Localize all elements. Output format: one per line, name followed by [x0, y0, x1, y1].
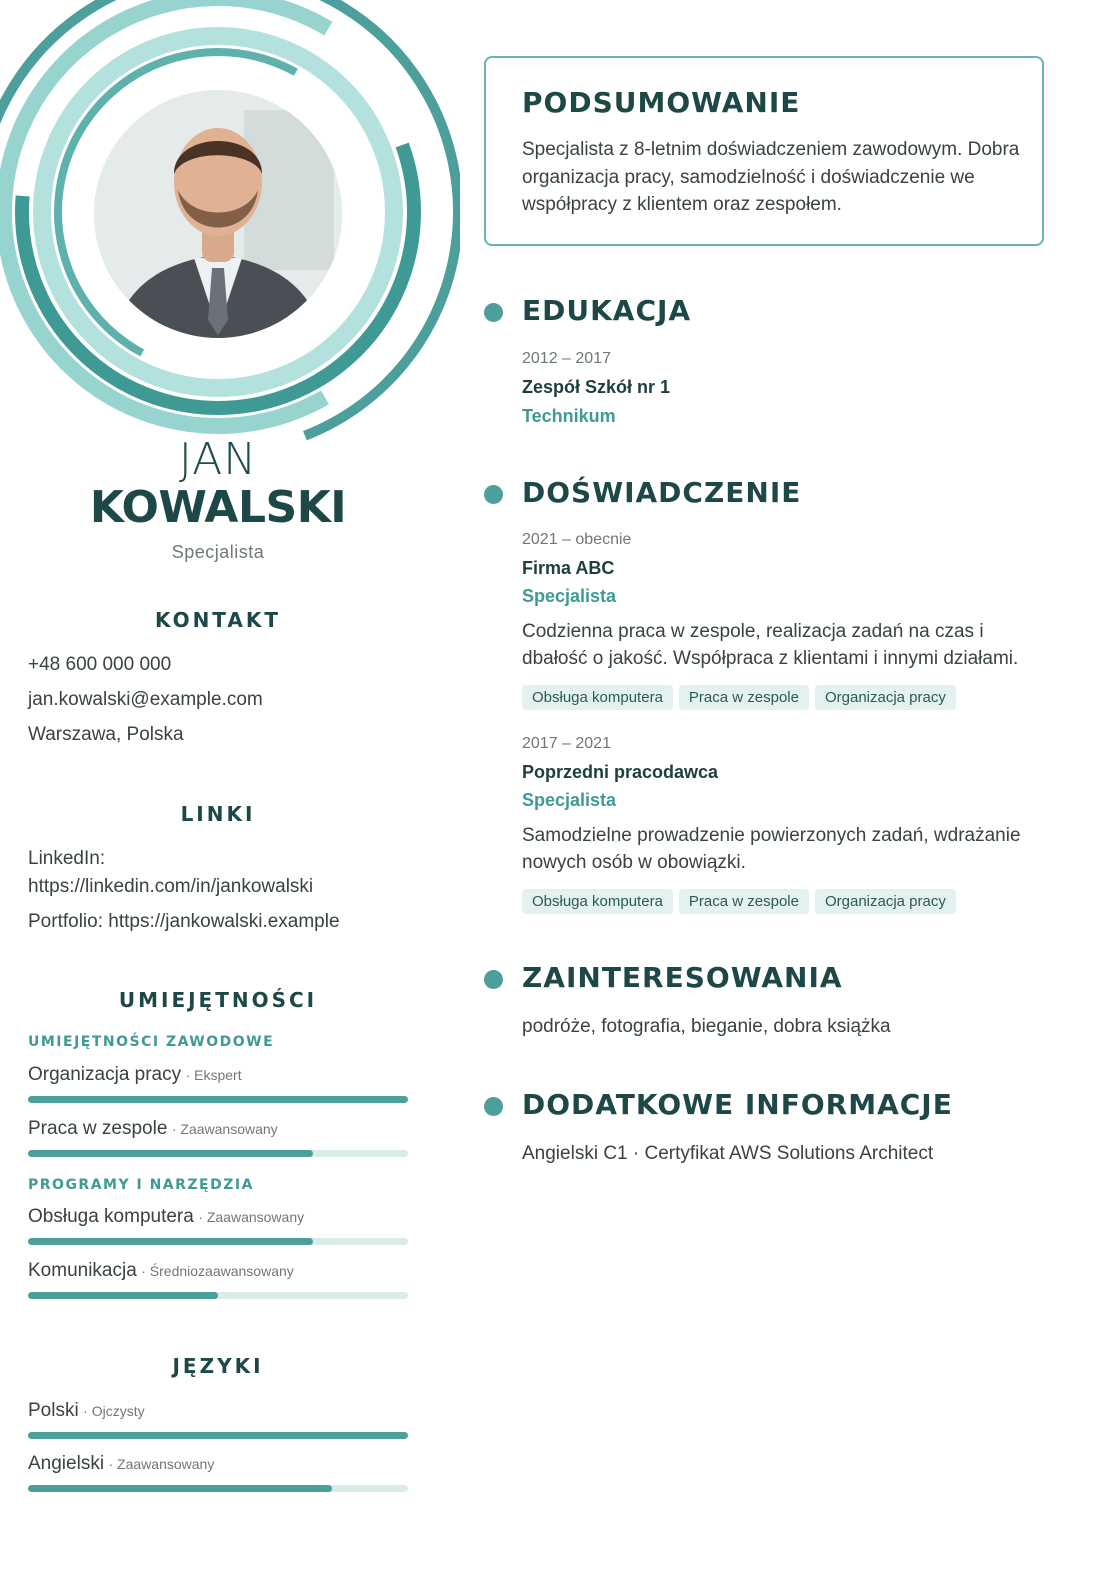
job-title: Specjalista — [171, 542, 265, 562]
sidebar — [0, 0, 440, 1584]
education-heading: EDUKACJA — [522, 294, 692, 327]
tag: Praca w zespole — [679, 889, 809, 914]
first-name: JAN — [178, 434, 258, 485]
contact-heading: KONTAKT — [154, 608, 282, 632]
tag: Obsługa komputera — [522, 889, 673, 914]
section-bullet-icon — [484, 1097, 503, 1116]
additional-text: Angielski C1 · Certyfikat AWS Solutions Architect — [522, 1143, 934, 1164]
section-bullet-icon — [484, 970, 503, 989]
contact-email[interactable]: jan.kowalski@example.com — [28, 689, 263, 710]
skill-item — [28, 1206, 408, 1228]
skills-heading: UMIEJĘTNOŚCI — [118, 988, 318, 1012]
skill-level: · Zaawansowany — [171, 1121, 278, 1137]
experience-heading: DOŚWIADCZENIE — [522, 476, 802, 509]
skill-item — [28, 1118, 408, 1140]
job-tags — [522, 685, 956, 710]
education-date: 2012 – 2017 — [522, 350, 611, 367]
skill-name: Komunikacja — [28, 1260, 137, 1281]
job-company: Firma ABC — [522, 558, 615, 578]
language-name: Angielski — [28, 1453, 105, 1474]
skill-bar — [28, 1292, 408, 1299]
skill-name: Organizacja pracy — [28, 1064, 182, 1085]
language-item — [28, 1453, 408, 1475]
contact-location: Warszawa, Polska — [28, 724, 184, 745]
tag: Praca w zespole — [679, 685, 809, 710]
skill-item — [28, 1064, 408, 1086]
section-bullet-icon — [484, 485, 503, 504]
skill-name: Praca w zespole — [28, 1118, 168, 1139]
skill-bar-fill — [28, 1150, 313, 1157]
education-type: Technikum — [522, 406, 616, 426]
job-company: Poprzedni pracodawca — [522, 762, 719, 782]
profile-photo — [94, 90, 342, 338]
language-bar-fill — [28, 1432, 408, 1439]
job-role: Specjalista — [522, 790, 617, 810]
tag: Organizacja pracy — [815, 889, 956, 914]
summary-box — [484, 56, 1044, 246]
job-tags — [522, 889, 956, 914]
job-date: 2017 – 2021 — [522, 735, 611, 752]
section-bullet-icon — [484, 303, 503, 322]
portfolio-link[interactable]: Portfolio: https://jankowalski.example — [28, 911, 340, 932]
skill-bar-fill — [28, 1096, 408, 1103]
job-role: Specjalista — [522, 586, 617, 606]
job-description: Codzienna praca w zespole, realizacja zadań na czas i dbałość o jakość. Współpraca z klientami i innymi działami. — [522, 621, 1019, 669]
interests-text: podróże, fotografia, bieganie, dobra książka — [522, 1016, 891, 1037]
linkedin-link[interactable]: https://linkedin.com/in/jankowalski — [28, 876, 314, 897]
skill-bar — [28, 1096, 408, 1103]
last-name: KOWALSKI — [89, 482, 347, 533]
skills-group-title: UMIEJĘTNOŚCI ZAWODOWE — [28, 1034, 275, 1050]
job-description: Samodzielne prowadzenie powierzonych zadań, wdrażanie nowych osób w obowiązki. — [522, 825, 1021, 873]
linkedin-label: LinkedIn: — [28, 848, 106, 869]
contact-phone[interactable]: +48 600 000 000 — [28, 654, 172, 675]
education-school: Zespół Szkół nr 1 — [522, 377, 671, 397]
language-bar-fill — [28, 1485, 332, 1492]
skill-bar — [28, 1150, 408, 1157]
skill-level: · Zaawansowany — [198, 1209, 305, 1225]
skill-bar-fill — [28, 1238, 313, 1245]
skill-name: Obsługa komputera — [28, 1206, 194, 1227]
languages-heading: JĘZYKI — [172, 1354, 264, 1378]
additional-heading: DODATKOWE INFORMACJE — [522, 1088, 953, 1121]
person-icon — [94, 90, 342, 338]
main-content — [484, 0, 1064, 1584]
language-bar — [28, 1485, 408, 1492]
skill-bar-fill — [28, 1292, 218, 1299]
summary-heading: PODSUMOWANIE — [522, 86, 801, 119]
tag: Organizacja pracy — [815, 685, 956, 710]
language-item — [28, 1400, 408, 1422]
skill-bar — [28, 1238, 408, 1245]
language-bar — [28, 1432, 408, 1439]
tag: Obsługa komputera — [522, 685, 673, 710]
skill-level: · Średniozaawansowany — [141, 1263, 294, 1279]
language-level: · Zaawansowany — [108, 1456, 215, 1472]
skill-item — [28, 1260, 408, 1282]
interests-heading: ZAINTERESOWANIA — [522, 961, 843, 994]
language-name: Polski — [28, 1400, 79, 1421]
summary-text: Specjalista z 8-letnim doświadczeniem zawodowym. Dobra organizacja pracy, samodzielność i doświadczenie we współpracy z klientem oraz zespołem. — [522, 139, 1020, 215]
skill-level: · Ekspert — [185, 1067, 242, 1083]
language-level: · Ojczysty — [83, 1403, 145, 1419]
skills-group-title: PROGRAMY I NARZĘDZIA — [28, 1177, 254, 1193]
links-heading: LINKI — [180, 802, 256, 826]
job-date: 2021 – obecnie — [522, 531, 632, 548]
